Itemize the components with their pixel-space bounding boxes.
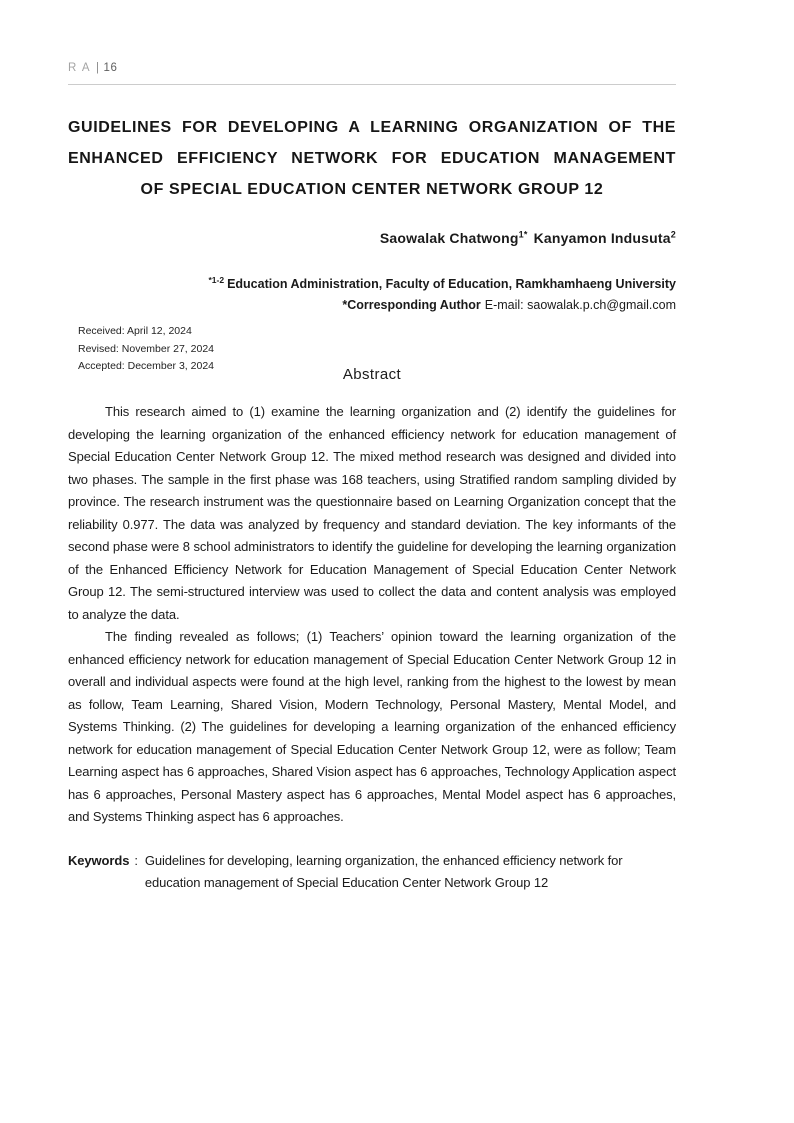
paper-title-line-1: GUIDELINES FOR DEVELOPING A LEARNING ORGANIZATION OF THE	[68, 119, 676, 136]
dates-and-abstract-heading-row	[68, 323, 676, 384]
keywords-separator: :	[134, 852, 138, 868]
accepted-date: Accepted: December 3, 2024	[78, 360, 214, 373]
author-2-name: Kanyamon Indusuta	[533, 230, 671, 246]
affiliation-superscript: *1-2	[208, 275, 225, 285]
paper-title-line-3: OF SPECIAL EDUCATION CENTER NETWORK GROUP 12	[140, 181, 604, 198]
keywords-label: Keywords	[68, 852, 130, 868]
abstract-body	[68, 401, 676, 829]
keywords-text: Guidelines for developing, learning organization, the enhanced efficiency network for education management of Special Education Center Network Group 12	[144, 852, 623, 891]
corresponding-author-line	[68, 295, 676, 316]
abstract-heading: Abstract	[342, 366, 402, 384]
header-divider	[68, 84, 676, 85]
keywords-block	[68, 850, 676, 895]
author-line	[68, 230, 676, 246]
keywords-label-cell	[68, 850, 138, 895]
journal-abbrev: R A	[68, 62, 92, 74]
author-1-superscript: 1*	[518, 229, 528, 240]
corresponding-author-email: E-mail: saowalak.p.ch@gmail.com	[484, 298, 676, 313]
affiliation-text: Education Administration, Faculty of Education, Ramkhamhaeng University	[227, 277, 676, 292]
received-date: Received: April 12, 2024	[78, 325, 192, 338]
revised-date: Revised: November 27, 2024	[78, 342, 214, 355]
running-header	[68, 62, 676, 85]
affiliation-line	[68, 270, 676, 295]
paper-title	[68, 112, 676, 205]
header-separator: |	[96, 62, 101, 74]
affiliation-block	[68, 270, 676, 316]
abstract-paragraph-1: This research aimed to (1) examine the learning organization and (2) identify the guidelines for developing the learning organization of the enhanced efficiency network for education management of Special Education Center Network Group 12. The mixed method research was designed and divided into two phases. The sample in the first phase was 168 teachers, using Stratified random sampling divided by province. The research instrument was the questionnaire based on Learning Organization concept that the reliability 0.977. The data was analyzed by frequency and standard deviation. The key informants of the second phase were 8 school administrators to identify the guideline for developing the learning organization of the Enhanced Efficiency Network for Education Management of Special Education Center Network Group 12. The semi-structured interview was used to collect the data and content analysis was employed to analyze the data.	[68, 404, 676, 622]
abstract-paragraph-2: The finding revealed as follows; (1) Teachers’ opinion toward the learning organization of the enhanced efficiency network for education management of Special Education Center Network Group 12 in overall and individual aspects were found at the high level, ranking from the highest to the lowest by mean as follow, Team Learning, Shared Vision, Modern Technology, Personal Mastery, Mental Model, and Systems Thinking. (2) The guidelines for developing a learning organization of the enhanced efficiency network for education management of Special Education Center Network Group 12, were as follow; Team Learning aspect has 6 approaches, Shared Vision aspect has 6 approaches, Technology Application aspect has 6 approaches, Personal Mastery aspect has 6 approaches, Mental Model aspect has 6 approaches, and Systems Thinking aspect has 6 approaches.	[68, 629, 676, 825]
paper-title-line-2: ENHANCED EFFICIENCY NETWORK FOR EDUCATION MANAGEMENT	[68, 150, 676, 167]
running-head-text	[68, 62, 676, 74]
page-number: 16	[103, 62, 118, 74]
corresponding-author-label: *Corresponding Author	[342, 298, 481, 313]
author-1-name: Saowalak Chatwong	[379, 230, 519, 246]
author-2-superscript: 2	[670, 229, 676, 240]
